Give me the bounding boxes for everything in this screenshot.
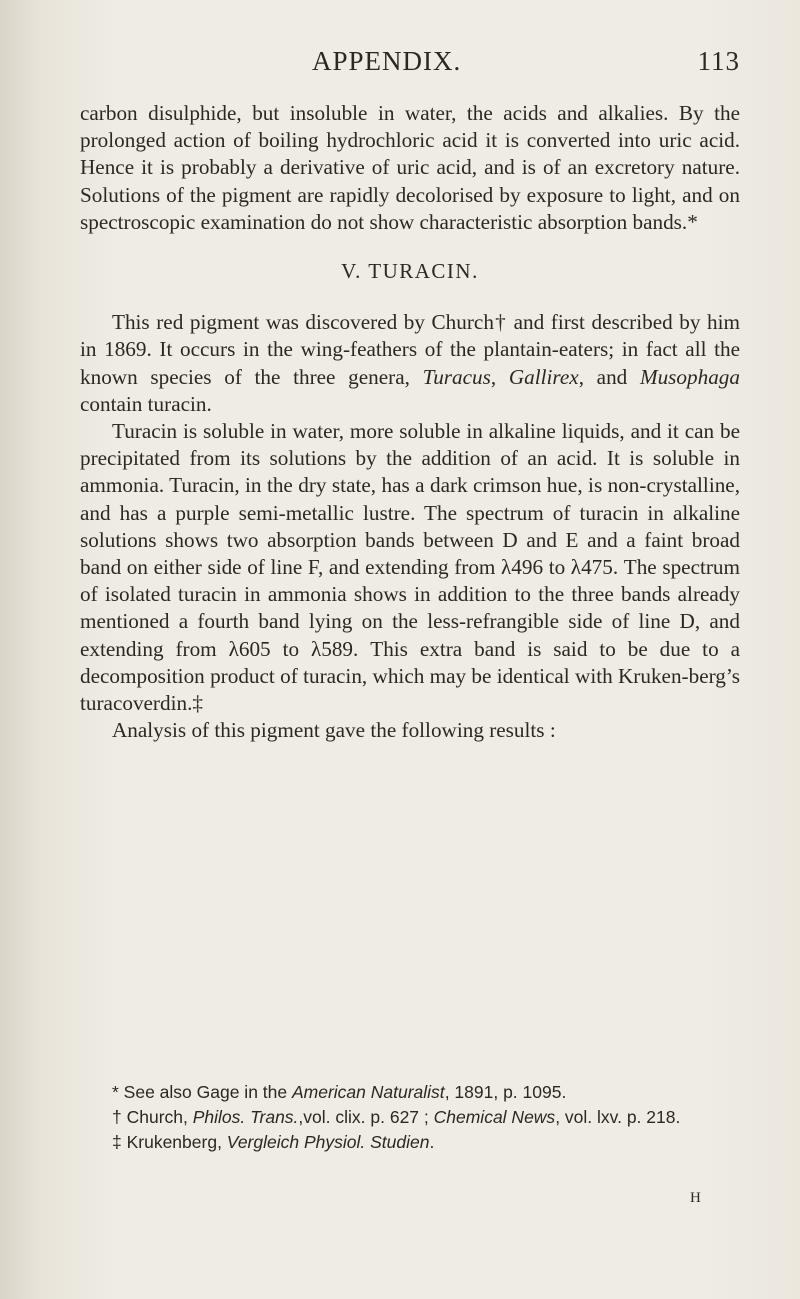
text-run: , bbox=[490, 364, 509, 389]
page-number: 113 bbox=[697, 46, 740, 76]
signature-mark: H bbox=[690, 1190, 701, 1206]
footnote-1 bbox=[80, 1080, 740, 1105]
text-run: This red pigment was discovered by Church† and first described by him in 1869. It occurs in the wing-feathers of the plantain-eaters; in fact all the known species of the three genera, bbox=[80, 310, 740, 389]
paragraph-turacin-discovery bbox=[80, 309, 740, 418]
text-run: , 1891, p. 1095. bbox=[444, 1082, 567, 1102]
journal-title: Chemical News bbox=[433, 1107, 556, 1127]
text-run: . bbox=[429, 1132, 435, 1152]
journal-title: Vergleich Physiol. Studien bbox=[226, 1132, 430, 1152]
paragraph-analysis: Analysis of this pigment gave the following results : bbox=[112, 718, 556, 743]
text-run: , and bbox=[578, 364, 640, 389]
page-header bbox=[80, 46, 740, 86]
genus-name: Musophaga bbox=[639, 364, 740, 389]
text-run: , vol. lxv. p. 218. bbox=[555, 1107, 681, 1127]
footnote-3 bbox=[80, 1130, 740, 1155]
paragraph-carbon-disulphide: carbon disulphide, but insoluble in water, the acids and alkalies. By the prolonged action of boiling hydrochloric acid it is converted into uric acid. Hence it is probably a derivative of uric acid, and is of an excretory nature. Solutions of the pigment are rapidly decolorised by exposure to light, and on spectroscopic examination do not show characteristic absorption bands.* bbox=[80, 101, 740, 234]
journal-title: Philos. Trans. bbox=[192, 1107, 299, 1127]
genus-name: Turacus bbox=[422, 364, 491, 389]
text-run: ‡ Krukenberg, bbox=[112, 1132, 227, 1152]
text-run: ,vol. clix. p. 627 ; bbox=[298, 1107, 434, 1127]
genus-name: Gallirex bbox=[508, 364, 579, 389]
text-run: † Church, bbox=[112, 1107, 193, 1127]
section-heading: V. TURACIN. bbox=[341, 259, 479, 284]
text-run: contain turacin. bbox=[80, 391, 212, 416]
paragraph-turacin-properties: Turacin is soluble in water, more soluble in alkaline liquids, and it can be precipitated from its solutions by the addition of an acid. It is soluble in ammonia. Turacin, in the dry state, has a dark crimson hue, is non-crystalline, and has a purple semi-metallic lustre. The spectrum of turacin in alkaline solutions shows two absorption bands between D and E and a faint broad band on either side of line F, and extending from λ496 to λ475. The spectrum of isolated turacin in ammonia shows in addition to the three bands already mentioned a fourth band lying on the less-refrangible side of line D, and extending from λ605 to λ589. This extra band is said to be due to a decomposition product of turacin, which may be identical with Kruken-berg’s turacoverdin.‡ bbox=[80, 419, 740, 716]
journal-title: American Naturalist bbox=[291, 1082, 445, 1102]
text-run: * See also Gage in the bbox=[112, 1082, 292, 1102]
footnote-2 bbox=[80, 1105, 740, 1130]
body-text bbox=[80, 100, 740, 744]
running-title: APPENDIX. bbox=[312, 46, 462, 76]
footnotes bbox=[80, 1080, 740, 1155]
